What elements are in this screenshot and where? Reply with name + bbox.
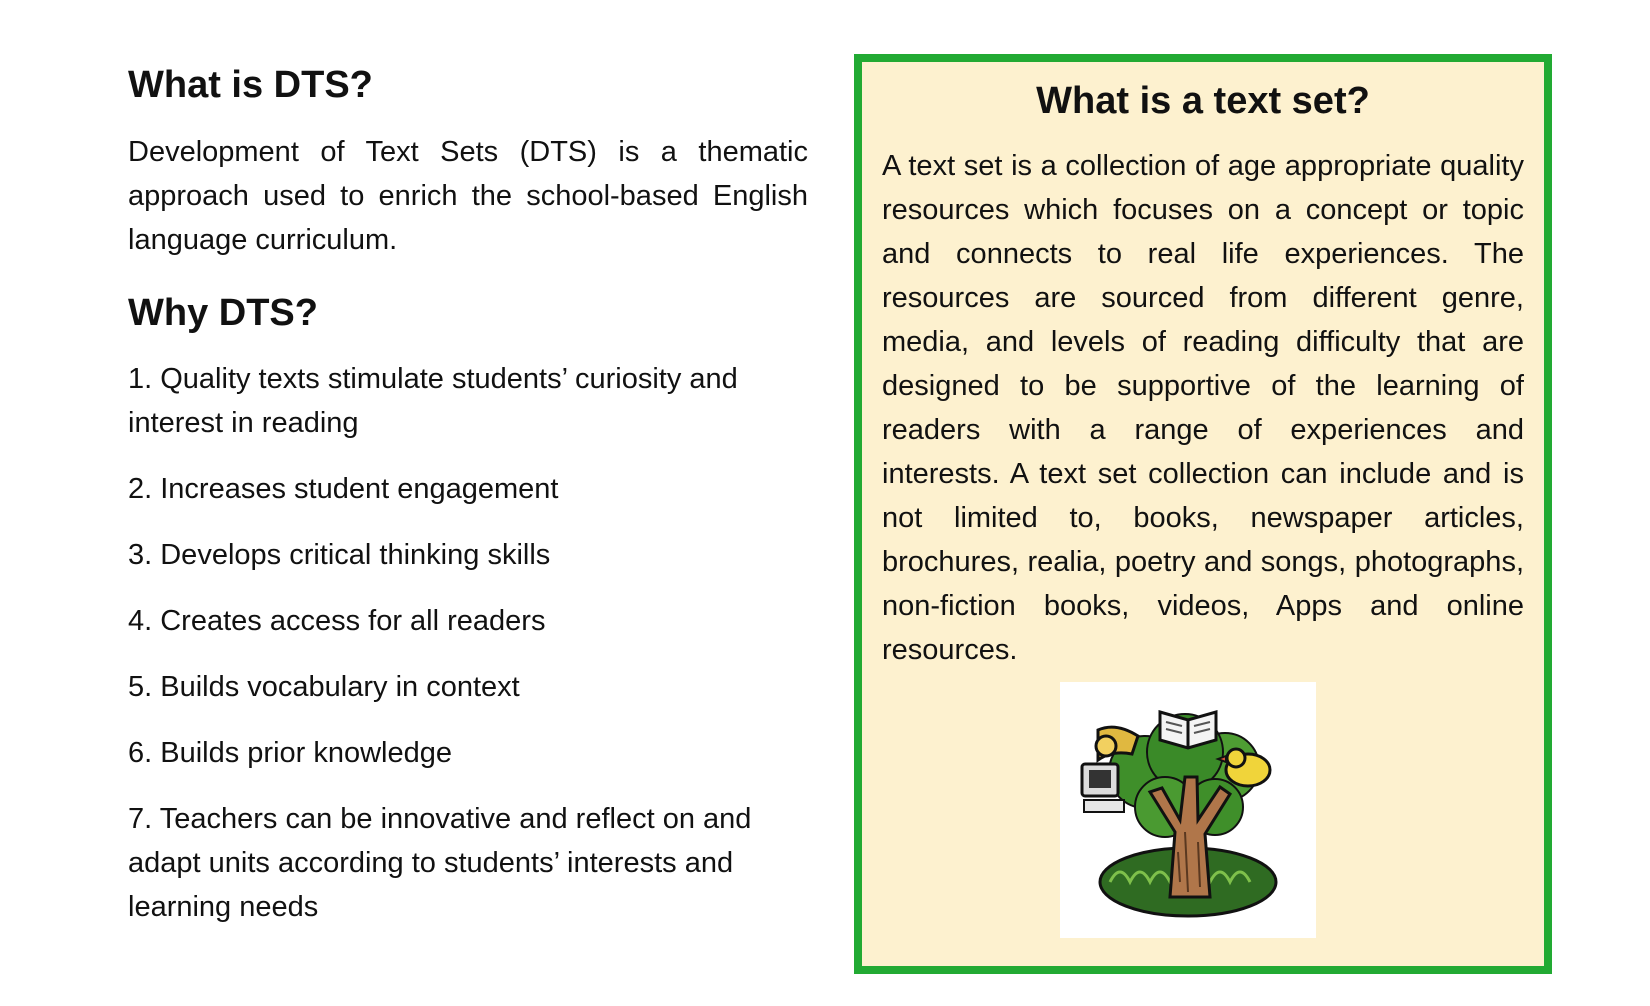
what-is-dts-heading: What is DTS? [128,64,373,106]
knowledge-tree-icon [1060,682,1316,938]
reason-item: 5. Builds vocabulary in context [128,671,520,703]
text-set-box [854,54,1552,974]
dts-info-column [128,62,808,951]
reasons-list [128,357,808,929]
reason-item: 4. Creates access for all readers [128,605,546,637]
text-set-paragraph: A text set is a collection of age appropriate quality resources which focuses on a concept or topic and connects to real life experiences. The resources are sourced from different genre, media, and levels of reading difficulty that are designed to be supportive of the learning of readers with a range of experiences and interests. A text set collection can include and is not limited to, books, newspaper articles, brochures, realia, poetry and songs, photographs, non-fiction books, videos, Apps and online resources. [882,149,1524,666]
reason-item: 1. Quality texts stimulate students’ curiosity and interest in reading [128,363,738,439]
reason-item: 2. Increases student engagement [128,473,559,505]
reason-item: 7. Teachers can be innovative and reflect on and adapt units according to students’ interests and learning needs [128,803,752,923]
why-dts-heading: Why DTS? [128,291,318,334]
reason-item: 6. Builds prior knowledge [128,737,453,769]
text-set-heading: What is a text set? [1036,80,1370,122]
what-is-dts-paragraph: Development of Text Sets (DTS) is a thematic approach used to enrich the school-based English language curriculum. [128,135,808,256]
reason-item: 3. Develops critical thinking skills [128,539,551,571]
